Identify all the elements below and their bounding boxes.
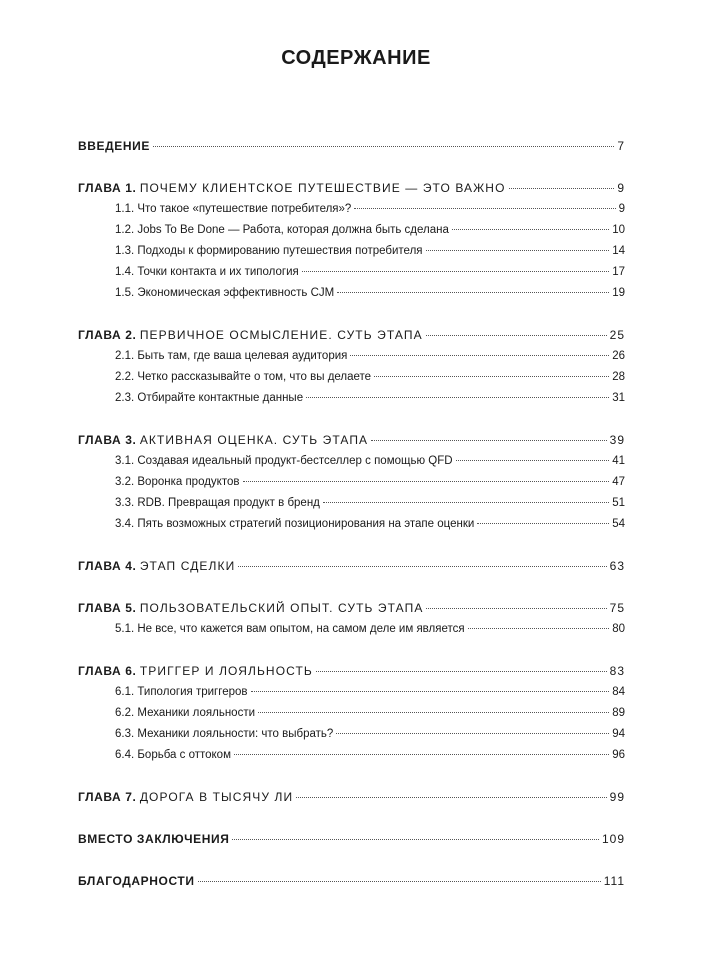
toc-page-number: 19 [612, 287, 625, 299]
toc-page-number: 96 [612, 749, 625, 761]
toc-page-number: 63 [609, 559, 625, 573]
toc-page-number: 14 [612, 245, 625, 257]
chapter-title: ПОЛЬЗОВАТЕЛЬСКИЙ ОПЫТ. СУТЬ ЭТАПА [139, 601, 424, 615]
toc-page-number: 75 [609, 601, 625, 615]
dot-leader [374, 376, 609, 377]
dot-leader [426, 335, 607, 336]
dot-leader [153, 146, 614, 147]
dot-leader [232, 839, 599, 840]
toc-page-number: 99 [609, 790, 625, 804]
section-title: 2.1. Быть там, где ваша целевая аудитория [115, 350, 348, 362]
toc-page-number: 10 [612, 224, 625, 236]
section-title: 6.3. Механики лояльности: что выбрать? [115, 728, 334, 740]
toc-section[interactable] [115, 682, 625, 702]
section-title: 5.1. Не все, что кажется вам опытом, на самом деле им является [115, 623, 465, 635]
toc-page-number: 84 [612, 686, 625, 698]
dot-leader [258, 712, 609, 713]
toc-section[interactable] [115, 220, 625, 240]
toc-entry-title: ВВЕДЕНИЕ [78, 139, 150, 153]
chapter-label: ГЛАВА 1. [78, 181, 137, 195]
section-title: 3.2. Воронка продуктов [115, 476, 240, 488]
toc-entry-conclusion[interactable] [78, 829, 625, 849]
toc-page-number: 17 [612, 266, 625, 278]
toc-page-number: 47 [612, 476, 625, 488]
toc-section[interactable] [115, 199, 625, 219]
toc-entry-acknowledgements[interactable] [78, 871, 625, 891]
dot-leader [336, 733, 609, 734]
toc-entry-title: БЛАГОДАРНОСТИ [78, 874, 195, 888]
section-title: 1.3. Подходы к формированию путешествия потребителя [115, 245, 423, 257]
dot-leader [302, 271, 609, 272]
chapter-title: ПЕРВИЧНОЕ ОСМЫСЛЕНИЕ. СУТЬ ЭТАПА [139, 328, 423, 342]
chapter-title: ЭТАП СДЕЛКИ [139, 559, 236, 573]
toc-chapter-2[interactable] [78, 325, 625, 345]
section-title: 1.4. Точки контакта и их типология [115, 266, 299, 278]
dot-leader [371, 440, 606, 441]
dot-leader [234, 754, 609, 755]
toc-section[interactable] [115, 745, 625, 765]
dot-leader [452, 229, 609, 230]
toc-section[interactable] [115, 346, 625, 366]
dot-leader [509, 188, 615, 189]
section-title: 6.4. Борьба с оттоком [115, 749, 231, 761]
toc-chapter-5[interactable] [78, 598, 625, 618]
toc-page-number: 109 [601, 832, 625, 846]
toc-chapter-6[interactable] [78, 661, 625, 681]
chapter-label: ГЛАВА 2. [78, 328, 137, 342]
chapter-title: ПОЧЕМУ КЛИЕНТСКОЕ ПУТЕШЕСТВИЕ — ЭТО ВАЖНО [139, 181, 506, 195]
chapter-label: ГЛАВА 6. [78, 664, 137, 678]
chapter-title: АКТИВНАЯ ОЦЕНКА. СУТЬ ЭТАПА [139, 433, 369, 447]
toc-page-number: 54 [612, 518, 625, 530]
section-title: 1.1. Что такое «путешествие потребителя»? [115, 203, 352, 215]
chapter-title: ТРИГГЕР И ЛОЯЛЬНОСТЬ [139, 664, 313, 678]
toc-page-number: 9 [617, 181, 625, 195]
toc-chapter-1[interactable] [78, 178, 625, 198]
toc-page-number: 7 [617, 139, 625, 153]
toc-section[interactable] [115, 619, 625, 639]
dot-leader [426, 250, 610, 251]
section-title: 1.2. Jobs To Be Done — Работа, которая должна быть сделана [115, 224, 449, 236]
dot-leader [337, 292, 609, 293]
section-title: 1.5. Экономическая эффективность CJM [115, 287, 335, 299]
toc-entry-title: ВМЕСТО ЗАКЛЮЧЕНИЯ [78, 832, 230, 846]
dot-leader [251, 691, 610, 692]
toc-section[interactable] [115, 514, 625, 534]
toc-page-number: 31 [612, 392, 625, 404]
dot-leader [456, 460, 610, 461]
toc-chapter-7[interactable] [78, 787, 625, 807]
chapter-label: ГЛАВА 7. [78, 790, 137, 804]
section-title: 2.2. Четко рассказывайте о том, что вы делаете [115, 371, 372, 383]
toc-section[interactable] [115, 241, 625, 261]
dot-leader [243, 481, 610, 482]
toc-section[interactable] [115, 703, 625, 723]
page-title: СОДЕРЖАНИЕ [281, 47, 431, 69]
toc-section[interactable] [115, 283, 625, 303]
toc-page-number: 26 [612, 350, 625, 362]
section-title: 3.4. Пять возможных стратегий позиционирования на этапе оценки [115, 518, 475, 530]
dot-leader [350, 355, 609, 356]
toc-page-number: 9 [618, 203, 625, 215]
dot-leader [468, 628, 610, 629]
toc-page-number: 39 [609, 433, 625, 447]
toc-page-number: 111 [603, 874, 625, 888]
toc-section[interactable] [115, 262, 625, 282]
toc-page-number: 51 [612, 497, 625, 509]
dot-leader [354, 208, 615, 209]
section-title: 3.3. RDB. Превращая продукт в бренд [115, 497, 320, 509]
section-title: 2.3. Отбирайте контактные данные [115, 392, 304, 404]
toc-section[interactable] [115, 451, 625, 471]
toc-section[interactable] [115, 388, 625, 408]
toc-page-number: 25 [609, 328, 625, 342]
toc-chapter-3[interactable] [78, 430, 625, 450]
toc-section[interactable] [115, 472, 625, 492]
toc-section[interactable] [115, 724, 625, 744]
chapter-label: ГЛАВА 3. [78, 433, 137, 447]
section-title: 6.1. Типология триггеров [115, 686, 248, 698]
toc-page-number: 28 [612, 371, 625, 383]
section-title: 3.1. Создавая идеальный продукт-бестселлер с помощью QFD [115, 455, 453, 467]
toc-chapter-4[interactable] [78, 556, 625, 576]
dot-leader [316, 671, 607, 672]
toc-page-number: 80 [612, 623, 625, 635]
dot-leader [198, 881, 601, 882]
dot-leader [323, 502, 609, 503]
chapter-label: ГЛАВА 5. [78, 601, 137, 615]
toc-page-number: 89 [612, 707, 625, 719]
dot-leader [426, 608, 606, 609]
toc-page-number: 41 [612, 455, 625, 467]
dot-leader [296, 797, 606, 798]
dot-leader [477, 523, 609, 524]
section-title: 6.2. Механики лояльности [115, 707, 256, 719]
toc-section[interactable] [115, 367, 625, 387]
toc-section[interactable] [115, 493, 625, 513]
toc-page-number: 94 [612, 728, 625, 740]
dot-leader [238, 566, 606, 567]
chapter-label: ГЛАВА 4. [78, 559, 137, 573]
chapter-title: ДОРОГА В ТЫСЯЧУ ЛИ [139, 790, 294, 804]
toc-entry-intro[interactable] [78, 136, 625, 156]
toc-page-number: 83 [609, 664, 625, 678]
dot-leader [306, 397, 609, 398]
